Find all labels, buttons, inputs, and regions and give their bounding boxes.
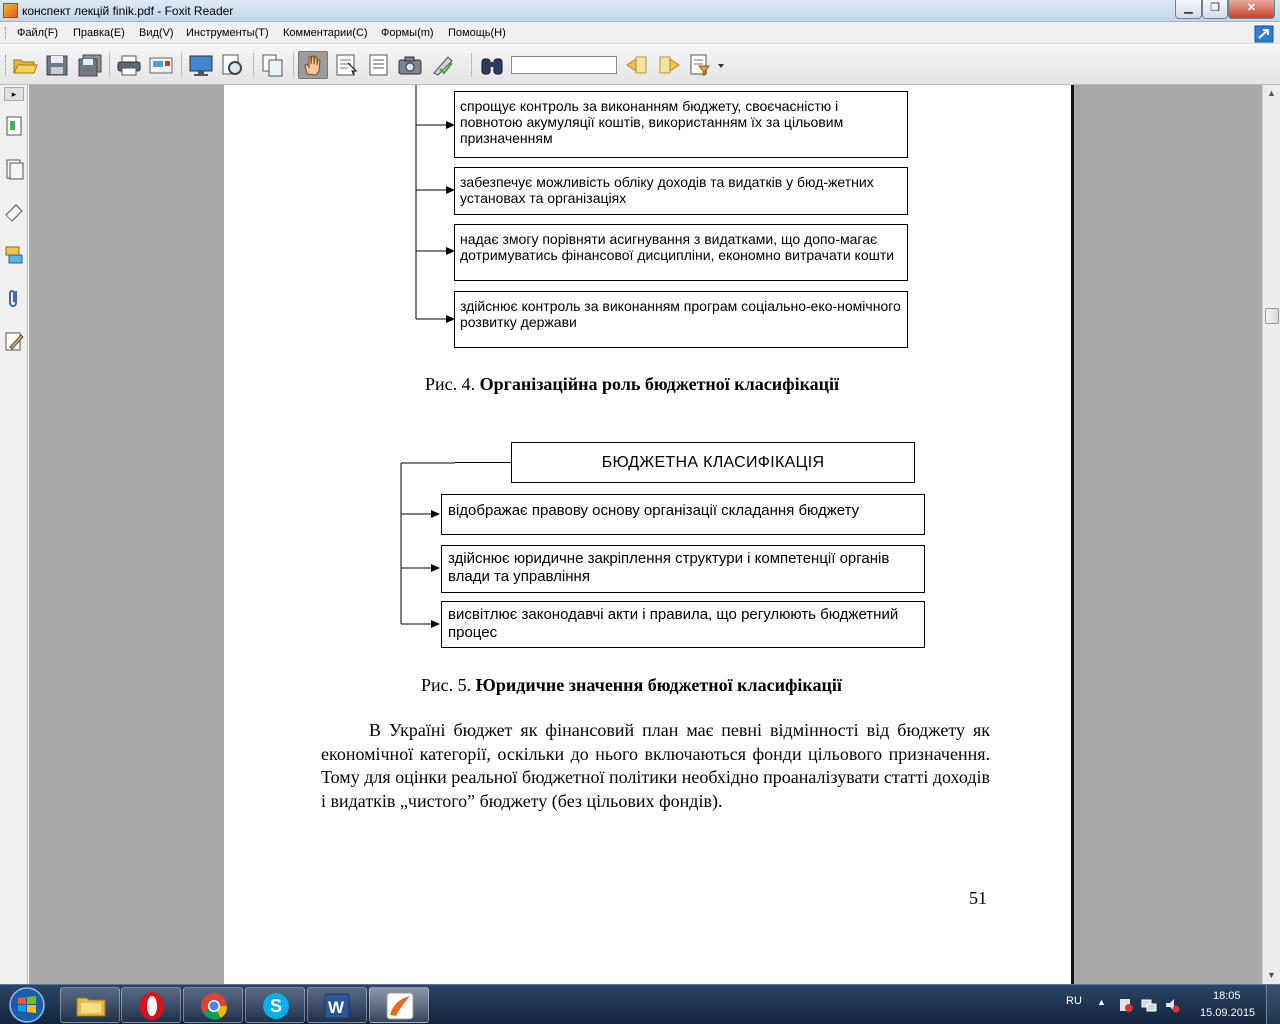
opera-icon — [122, 988, 182, 1024]
taskbar-foxit-reader[interactable] — [369, 987, 429, 1023]
show-desktop-button[interactable] — [1266, 985, 1280, 1024]
typewriter-icon[interactable] — [430, 53, 456, 77]
select-text-icon[interactable] — [334, 53, 360, 77]
find-previous-icon[interactable] — [624, 53, 650, 77]
toolbar-separator — [293, 53, 294, 77]
foxit-icon — [370, 988, 430, 1024]
attachments-icon[interactable] — [4, 287, 24, 309]
body-paragraph — [321, 719, 990, 813]
find-next-icon[interactable] — [656, 53, 682, 77]
figure4-caption-prefix: Рис. 4. — [425, 374, 480, 394]
figure4-caption-title: Організаційна роль бюджетної класифікації — [479, 374, 840, 394]
save-icon[interactable] — [44, 53, 70, 77]
figure5-title-connector — [455, 462, 512, 463]
snapshot-icon[interactable] — [397, 53, 423, 77]
signatures-icon[interactable] — [4, 330, 24, 352]
restore-document-icon[interactable] — [1254, 25, 1274, 43]
pdf-page — [224, 85, 1071, 985]
clock-date[interactable]: 15.09.2015 — [1200, 1007, 1256, 1019]
fig5-box-2: здійснює юридичне закріплення структури і компетенції органів влади та управління — [441, 545, 925, 593]
toolbar-separator — [253, 53, 254, 77]
language-indicator[interactable]: RU — [1066, 995, 1082, 1007]
fig5-title-box: БЮДЖЕТНА КЛАСИФІКАЦІЯ — [511, 442, 915, 483]
toolbar — [0, 45, 1280, 85]
fig4-box-2: забезпечує можливість обліку доходів та видатків у бюд-жетних установах та організаціях — [454, 167, 908, 215]
fig5-box-1: відображає правову основу організації складання бюджету — [441, 494, 925, 535]
taskbar-chrome[interactable] — [183, 987, 243, 1023]
chrome-icon — [184, 988, 244, 1024]
zoom-page-icon[interactable] — [220, 53, 246, 77]
scroll-down-button[interactable]: ▼ — [1267, 970, 1276, 980]
title-bar — [0, 0, 1280, 22]
menu-help[interactable]: Помощь(H) — [448, 27, 506, 39]
minimize-button[interactable]: ▁ — [1175, 0, 1202, 19]
foxit-app-icon[interactable] — [3, 3, 18, 18]
hand-tool-button[interactable] — [298, 51, 328, 79]
fig4-box-4: здійснює контроль за виконанням програм соціально-еко-номічного розвитку держави — [454, 291, 908, 348]
page-edge — [1071, 85, 1074, 985]
search-options-icon[interactable] — [688, 53, 726, 77]
open-folder-icon[interactable] — [12, 53, 38, 77]
paragraph-text: В Україні бюджет як фінансовий план має певні відмінності від бюджету як економічної категорії, оскільки до нього включаються фонди цільового призначення. Тому для оцінки реальної бюджетної політики необхідно проаналізувати статті доходів і видатків „чистого” бюджету (без цільових фондів). — [321, 720, 991, 811]
menu-file[interactable]: Файл(F) — [17, 27, 59, 39]
toolbar-separator — [181, 53, 182, 77]
menu-view[interactable]: Вид(V) — [139, 27, 174, 39]
clock-time[interactable]: 18:05 — [1213, 990, 1241, 1002]
text-viewer-icon[interactable] — [366, 53, 392, 77]
folder-icon — [61, 988, 121, 1024]
hand-icon — [299, 52, 327, 78]
scroll-up-button[interactable]: ▲ — [1267, 88, 1276, 98]
menu-grip — [5, 27, 8, 39]
page-thumbnails-icon[interactable] — [4, 158, 24, 180]
fig4-box-3: надає змогу порівняти асигнування з видатками, що допо-магає дотримуватись фінансової дисципліни, економно витрачати кошти — [454, 224, 908, 281]
action-center-icon[interactable] — [1118, 997, 1134, 1013]
taskbar — [0, 984, 1280, 1024]
menu-comments[interactable]: Комментарии(C) — [283, 27, 368, 39]
fig4-box-1: спрощує контроль за виконанням бюджету, своєчасністю і повнотою акумуляції коштів, використанням їх за цільовим призначенням — [454, 91, 908, 158]
taskbar-opera[interactable] — [121, 987, 181, 1023]
taskbar-word[interactable] — [307, 987, 367, 1023]
svg-text:W: W — [327, 998, 345, 1017]
show-hidden-icons-button[interactable]: ▲ — [1097, 997, 1106, 1007]
save-as-icon[interactable] — [77, 53, 103, 77]
svg-text:S: S — [269, 996, 283, 1016]
taskbar-skype[interactable] — [245, 987, 305, 1023]
email-icon[interactable] — [148, 53, 174, 77]
network-icon[interactable] — [1141, 997, 1157, 1013]
toolbar-grip — [5, 55, 8, 75]
expand-panel-button[interactable]: ▸ — [4, 87, 24, 101]
menu-tools[interactable]: Инструменты(T) — [186, 27, 269, 39]
scroll-thumb[interactable] — [1265, 308, 1279, 324]
menu-edit[interactable]: Правка(E) — [73, 27, 125, 39]
fig5-box-3: висвітлює законодавчі акти і правила, що регулюють бюджетний процес — [441, 601, 925, 648]
fullscreen-icon[interactable] — [188, 53, 214, 77]
skype-icon — [246, 988, 306, 1024]
print-icon[interactable] — [116, 53, 142, 77]
figure5-caption-prefix: Рис. 5. — [421, 675, 476, 695]
toolbar-separator — [471, 53, 472, 77]
layers-icon[interactable] — [4, 201, 24, 223]
close-button[interactable]: ✕ — [1228, 0, 1275, 19]
figure4-caption — [425, 374, 839, 395]
vertical-scrollbar[interactable] — [1262, 85, 1280, 985]
window-title: конспект лекцій finik.pdf - Foxit Reader — [22, 4, 234, 18]
binoculars-icon[interactable] — [479, 53, 505, 77]
start-button[interactable] — [2, 986, 52, 1024]
navigation-panel — [0, 85, 28, 985]
page-number: 51 — [969, 888, 987, 908]
menu-forms[interactable]: Формы(m) — [381, 27, 434, 39]
figure5-caption — [421, 675, 842, 696]
find-input[interactable] — [511, 56, 617, 74]
comments-icon[interactable] — [4, 244, 24, 266]
word-icon — [308, 988, 368, 1024]
bookmarks-icon[interactable] — [4, 115, 24, 137]
pages-icon[interactable] — [260, 53, 286, 77]
taskbar-explorer[interactable] — [60, 987, 120, 1023]
toolbar-separator — [109, 53, 110, 77]
maximize-button[interactable]: ❐ — [1202, 0, 1228, 19]
volume-icon[interactable] — [1164, 997, 1180, 1013]
menu-bar — [0, 22, 1280, 44]
figure5-caption-title: Юридичне значення бюджетної класифікації — [475, 675, 842, 695]
